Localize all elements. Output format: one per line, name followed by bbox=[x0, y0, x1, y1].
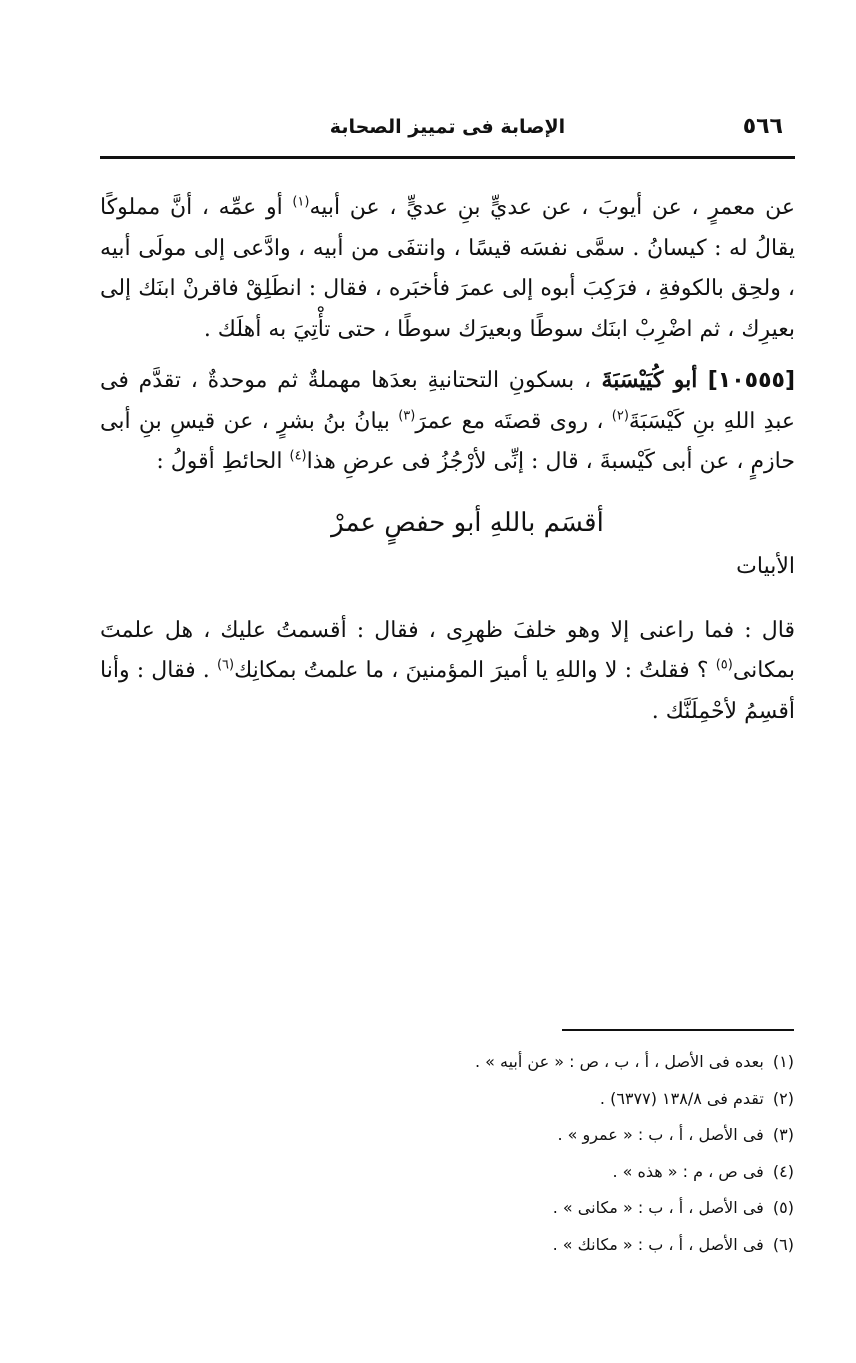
text-run: عن معمرٍ ، عن أيوبَ ، عن عديٍّ بنِ عديٍّ ، عن أبيه bbox=[309, 195, 795, 220]
footnote-number: (٢) bbox=[772, 1088, 794, 1108]
footnote-ref-3: (٣) bbox=[398, 408, 416, 424]
header-rule bbox=[100, 156, 795, 159]
verses-note: الأبيات bbox=[736, 553, 795, 579]
footnote-ref-2: (٢) bbox=[611, 408, 629, 424]
paragraph-1 bbox=[100, 188, 795, 350]
text-run: قال : فما راعنى إلا وهو خلفَ ظهرِى ، فقال : أقسمتُ عليك ، هل علمتَ بمكانى bbox=[100, 617, 795, 683]
text-run: بيانُ بنُ بشرٍ ، عن قيسِ بنِ أبى حازمٍ ، عن أبى كَيْسبةَ ، قال : إنِّى لأرْجُزُ فى عرضِ هذا bbox=[100, 408, 795, 474]
footnote bbox=[394, 1193, 794, 1230]
text-run: ، بسكونِ التحتانيةِ بعدَها مهملةٌ ثم موحدةٌ ، تقدَّم فى عبدِ اللهِ بنِ كَيْسَبَةَ bbox=[100, 368, 795, 434]
footnote-text: بعده فى الأصل ، أ ، ب ، ص : « عن أبيه » . bbox=[474, 1052, 764, 1071]
text-run: الحائطِ أقولُ : bbox=[156, 449, 290, 474]
footnote-ref-1: (١) bbox=[292, 194, 310, 210]
text-run: . فقال : وأنا أقسِمُ لأحْمِلَنَّك . bbox=[100, 658, 795, 724]
paragraph-3 bbox=[100, 611, 795, 733]
running-title: الإصابة فى تمييز الصحابة bbox=[329, 116, 566, 138]
footnote-rule bbox=[562, 1029, 794, 1031]
footnote-text: فى الأصل ، أ ، ب : « مكانى » . bbox=[552, 1198, 764, 1218]
footnote bbox=[394, 1084, 794, 1121]
entry-10555 bbox=[100, 360, 795, 483]
footnote-ref-6: (٦) bbox=[216, 657, 235, 673]
footnotes bbox=[394, 1047, 794, 1267]
text-run: ، روى قصتَه مع عمرَ bbox=[415, 408, 612, 434]
main-text bbox=[100, 188, 795, 732]
footnote bbox=[394, 1157, 794, 1194]
footnote-number: (٤) bbox=[772, 1161, 794, 1181]
footnote bbox=[394, 1120, 794, 1157]
page-number: ٥٦٦ bbox=[742, 114, 783, 139]
footnote-text: فى الأصل ، أ ، ب : « مكانك » . bbox=[552, 1234, 764, 1254]
footnote-text: فى الأصل ، أ ، ب : « عمرو » . bbox=[557, 1125, 764, 1145]
footnote-ref-4: (٤) bbox=[289, 448, 307, 464]
footnote-ref-5: (٥) bbox=[715, 657, 733, 673]
footnote-number: (٥) bbox=[772, 1198, 794, 1218]
footnote bbox=[394, 1047, 794, 1084]
footnote-number: (٦) bbox=[772, 1234, 794, 1254]
footnote-text: تقدم فى ١٣٨/٨ (٦٣٧٧) . bbox=[599, 1088, 764, 1108]
footnote-text: فى ص ، م : « هذه » . bbox=[612, 1161, 764, 1181]
footnote bbox=[394, 1230, 794, 1267]
footnote-number: (١) bbox=[772, 1052, 794, 1071]
text-run: أو عمِّه ، أنَّ مملوكًا يقالُ له : كيسانُ . سمَّى نفسَه قيسًا ، وانتفَى من أبيه ، وادَّعى إلى مولَى أبيه ، ولحِق بالكوفةِ ، فرَكِبَ أبوه إلى عمرَ فأخبَره ، فقال : انطَلِقْ فاقرنْ ابنَك إلى بعيرِك ، ثم اضْرِبْ ابنَك سوطًا وبعيرَك سوطًا ، حتى تأْتِيَ به أهلَك . bbox=[100, 195, 795, 342]
entry-number: [١٠٥٥٥] bbox=[707, 368, 795, 393]
footnote-number: (٣) bbox=[772, 1125, 794, 1145]
page-header bbox=[100, 108, 795, 148]
poem-verse: أقسَم باللهِ أبو حفصٍ عمرْ bbox=[331, 507, 604, 538]
entry-name: أبو كُيَيْسَبَةَ bbox=[591, 367, 708, 393]
text-run: ؟ فقلتُ : لا واللهِ يا أميرَ المؤمنينَ ، ما علمتُ بمكانِك bbox=[234, 658, 716, 683]
